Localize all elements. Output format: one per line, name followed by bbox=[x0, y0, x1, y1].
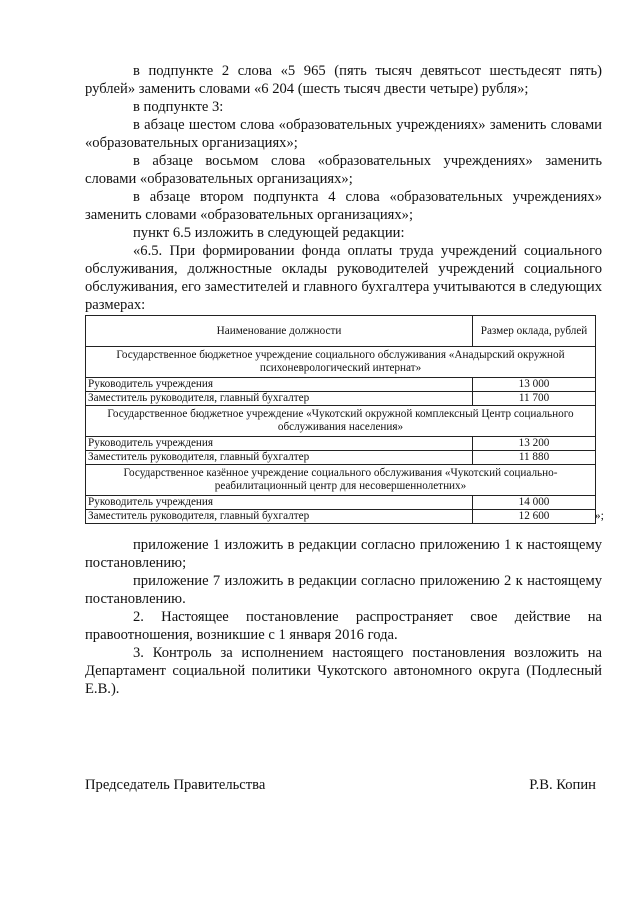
table-row bbox=[86, 496, 596, 510]
column-header-position: Наименование должности bbox=[86, 316, 473, 347]
table-row bbox=[86, 378, 596, 392]
paragraph: в абзаце восьмом слова «образовательных учреждениях» заменить словами «образовательных организациях»; bbox=[85, 153, 602, 187]
paragraph: «6.5. При формировании фонда оплаты труда учреждений социального обслуживания, должностные оклады руководителей учреждений социального обслуживания, его заместителей и главного бухгалтера учитываются в следующих размерах: bbox=[85, 243, 602, 313]
position-cell: Руководитель учреждения bbox=[86, 437, 473, 451]
salary-cell: 13 000 bbox=[473, 378, 596, 392]
salary-cell: 12 600 bbox=[473, 510, 596, 524]
paragraph: приложение 7 изложить в редакции согласно приложению 2 к настоящему постановлению. bbox=[85, 573, 602, 607]
salary-cell: 11 700 bbox=[473, 392, 596, 406]
position-cell: Руководитель учреждения bbox=[86, 496, 473, 510]
paragraph: в подпункте 3: bbox=[133, 99, 224, 115]
paragraph: пункт 6.5 изложить в следующей редакции: bbox=[133, 225, 405, 241]
position-cell: Руководитель учреждения bbox=[86, 378, 473, 392]
salary-cell: 11 880 bbox=[473, 451, 596, 465]
table-row bbox=[86, 451, 596, 465]
paragraph: в абзаце шестом слова «образовательных учреждениях» заменить словами «образовательных организациях»; bbox=[85, 117, 602, 151]
paragraph: в подпункте 2 слова «5 965 (пять тысяч девятьсот шестьдесят пять) рублей» заменить словами «6 204 (шесть тысяч двести четыре) рубля»; bbox=[85, 63, 602, 97]
position-cell: Заместитель руководителя, главный бухгалтер bbox=[86, 510, 473, 524]
paragraph: 2. Настоящее постановление распространяет свое действие на правоотношения, возникшие с 1 января 2016 года. bbox=[85, 609, 602, 643]
table-header-row bbox=[86, 316, 596, 347]
paragraph: в абзаце втором подпункта 4 слова «образовательных учреждениях» заменить словами «образовательных организациях»; bbox=[85, 189, 602, 223]
column-header-salary: Размер оклада, рублей bbox=[473, 316, 596, 347]
salary-table bbox=[85, 315, 596, 524]
salary-cell: 14 000 bbox=[473, 496, 596, 510]
signatory-name: Р.В. Копин bbox=[529, 777, 596, 793]
section-title: Государственное бюджетное учреждение социального обслуживания «Анадырский окружной психоневрологический интернат» bbox=[86, 347, 596, 378]
paragraph: приложение 1 изложить в редакции согласно приложению 1 к настоящему постановлению; bbox=[85, 537, 602, 571]
section-row bbox=[86, 406, 596, 437]
salary-cell: 13 200 bbox=[473, 437, 596, 451]
section-title: Государственное казённое учреждение социального обслуживания «Чукотский социально-реабилитационный центр для несовершеннолетних» bbox=[86, 465, 596, 496]
position-cell: Заместитель руководителя, главный бухгалтер bbox=[86, 451, 473, 465]
signatory-position: Председатель Правительства bbox=[85, 777, 266, 793]
table-row bbox=[86, 510, 596, 524]
table-row bbox=[86, 437, 596, 451]
table-row bbox=[86, 392, 596, 406]
position-cell: Заместитель руководителя, главный бухгалтер bbox=[86, 392, 473, 406]
closing-quote: »; bbox=[594, 508, 604, 522]
section-title: Государственное бюджетное учреждение «Чукотский окружной комплексный Центр социального обслуживания населения» bbox=[86, 406, 596, 437]
document-body bbox=[85, 62, 602, 698]
section-row bbox=[86, 465, 596, 496]
section-row bbox=[86, 347, 596, 378]
signature-block bbox=[85, 777, 596, 794]
paragraph: 3. Контроль за исполнением настоящего постановления возложить на Департамент социальной политики Чукотского автономного округа (Подлесный Е.В.). bbox=[85, 645, 602, 697]
salary-table-wrapper bbox=[85, 315, 602, 524]
